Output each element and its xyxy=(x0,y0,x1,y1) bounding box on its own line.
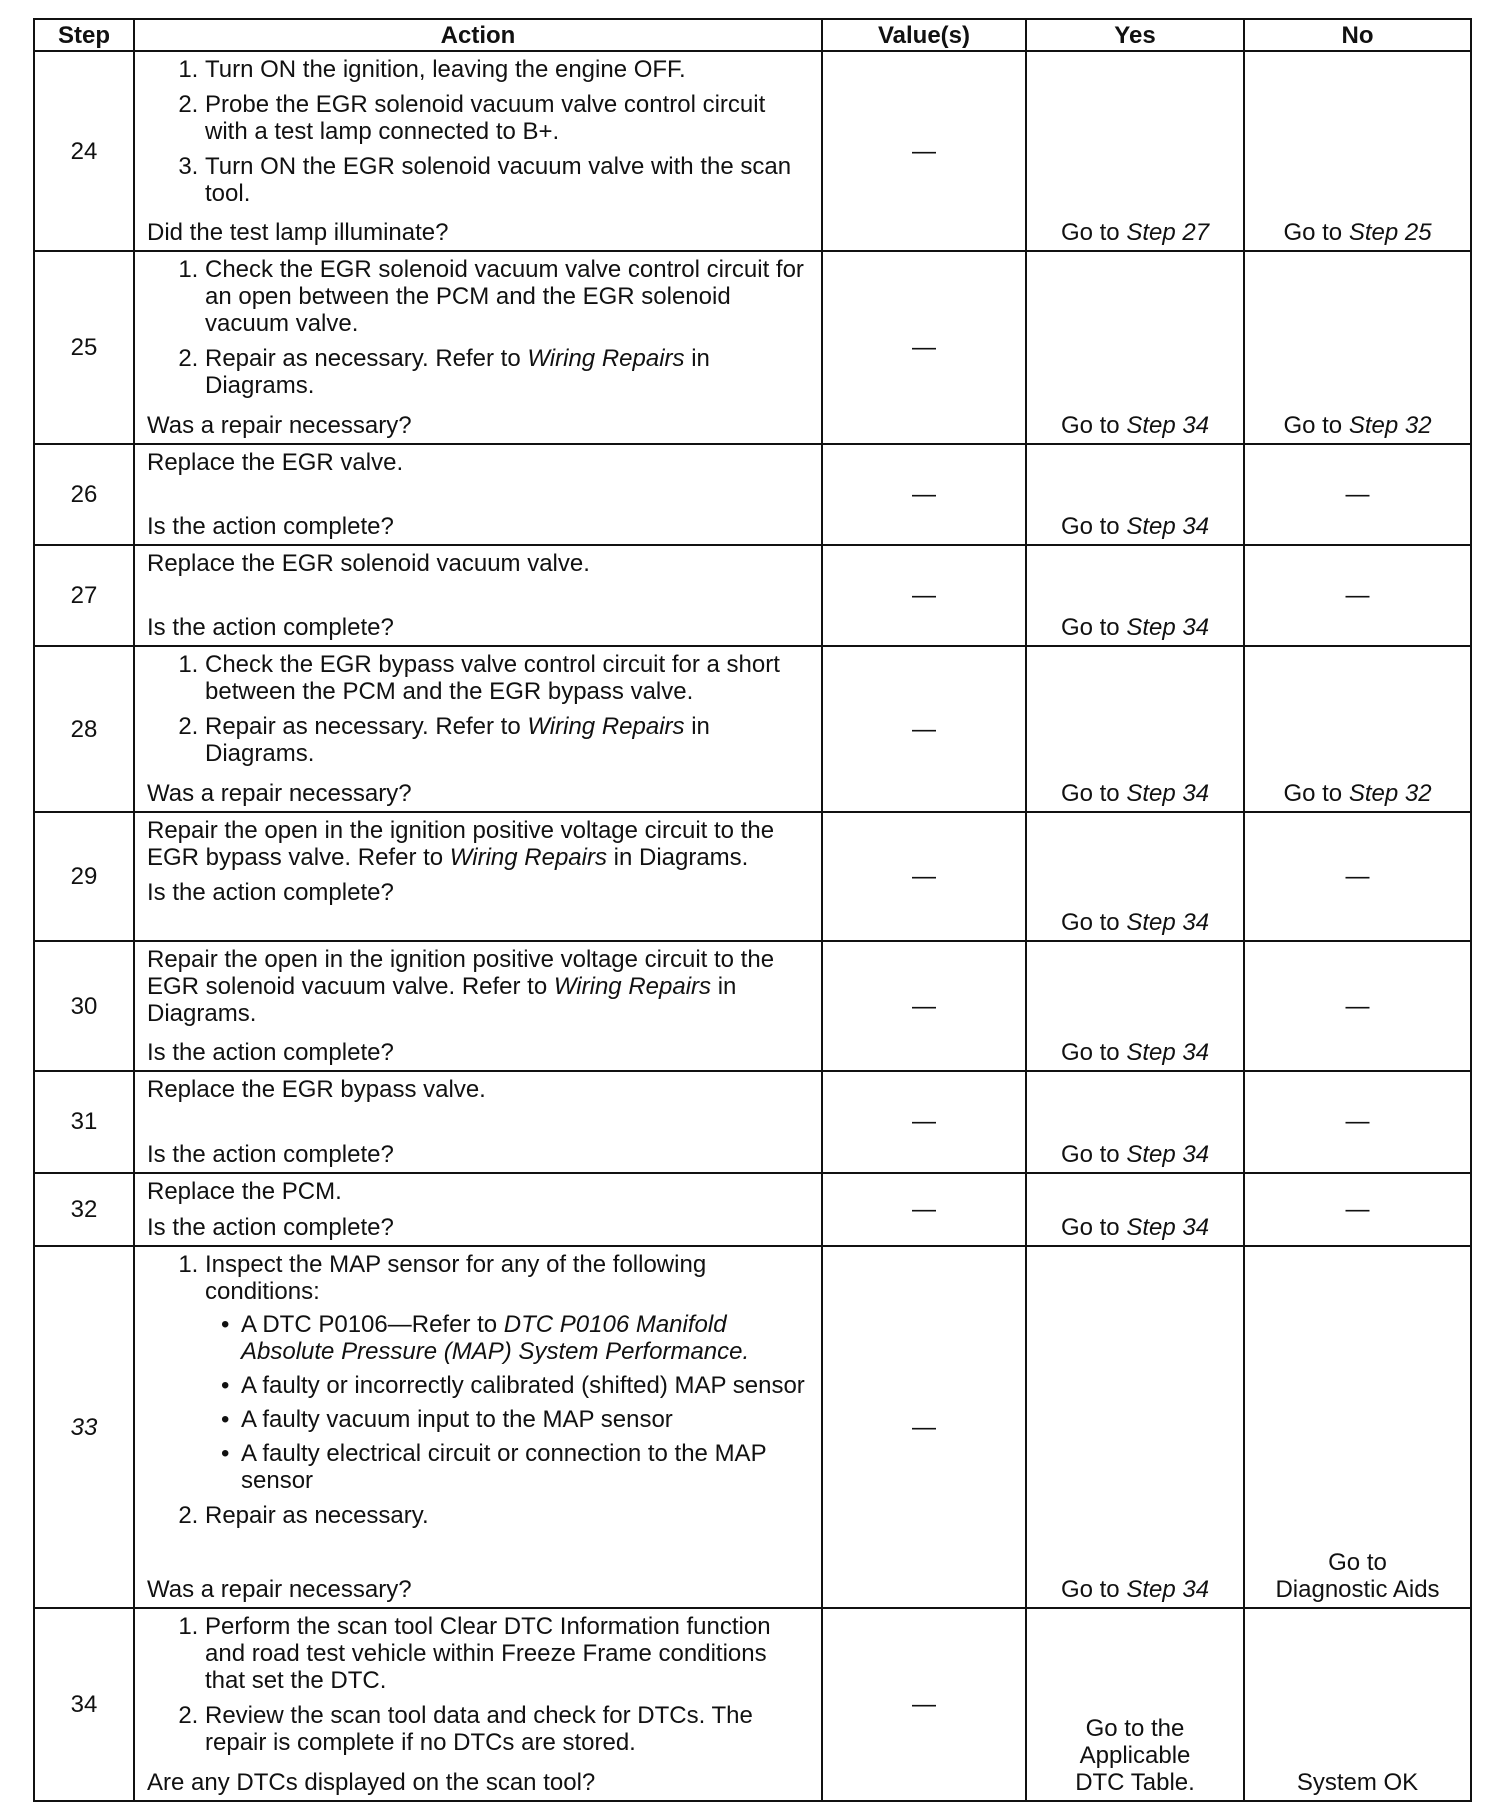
action-cell xyxy=(134,51,822,251)
action-question: Did the test lamp illuminate? xyxy=(147,219,449,247)
action-step: 1. Check the EGR bypass valve control circuit for a short between the PCM and the EGR bypass valve. xyxy=(205,651,809,705)
table-row xyxy=(34,1071,1471,1172)
action-step: 3. Turn ON the EGR solenoid vacuum valve with the scan tool. xyxy=(205,153,809,207)
yes-line: Applicable xyxy=(1079,1742,1191,1769)
action-text: Replace the PCM. xyxy=(147,1177,342,1205)
step-number: 30 xyxy=(34,941,134,1071)
action-cell xyxy=(134,251,822,443)
value-cell: — xyxy=(822,1173,1026,1246)
action-text: Repair the open in the ignition positive voltage circuit to the EGR solenoid vacuum valve. Refer to Wiring Repairs in Diagrams. xyxy=(147,945,775,1027)
action-question: Are any DTCs displayed on the scan tool? xyxy=(147,1769,596,1796)
action-step: 1. Check the EGR solenoid vacuum valve control circuit for an open between the PCM and the EGR solenoid vacuum valve. xyxy=(205,256,809,337)
action-question: Was a repair necessary? xyxy=(147,411,412,439)
action-cell xyxy=(134,1173,822,1246)
no-cell: — xyxy=(1244,941,1471,1071)
yes-cell xyxy=(1026,1608,1244,1801)
action-step: 2. Probe the EGR solenoid vacuum valve control circuit with a test lamp connected to B+. xyxy=(205,91,809,145)
no-cell: — xyxy=(1244,545,1471,646)
goto-text: Go to xyxy=(1283,219,1349,247)
action-question: Is the action complete? xyxy=(147,1213,394,1241)
action-step: 2. Review the scan tool data and check for DTCs. The repair is complete if no DTCs are stored. xyxy=(205,1702,809,1756)
yes-line: DTC Table. xyxy=(1075,1769,1195,1796)
yes-cell: Go to Step 34 xyxy=(1026,444,1244,545)
no-cell xyxy=(1244,51,1471,251)
action-cell xyxy=(134,1246,822,1609)
step-number: 34 xyxy=(34,1608,134,1801)
no-cell: — xyxy=(1244,1071,1471,1172)
no-cell: Go to Step 32 xyxy=(1244,251,1471,443)
value-cell: — xyxy=(822,646,1026,811)
action-question: Was a repair necessary? xyxy=(147,779,412,807)
value-cell: — xyxy=(822,251,1026,443)
action-step: 1. Inspect the MAP sensor for any of the following conditions: • A DTC P0106—Refer to DTC P0106 Manifold Absolute Pressure (MAP) System Performance. • A faulty or incorrectly calibrated (shifted) MAP sensor • A faulty vacuum input to the MAP sensor • A faulty electrical circuit or connection to the MAP sensor xyxy=(205,1251,809,1494)
action-cell xyxy=(134,444,822,545)
no-line: Go to xyxy=(1328,1549,1387,1577)
action-cell xyxy=(134,1071,822,1172)
yes-cell: Go to Step 34 xyxy=(1026,545,1244,646)
yes-line: Go to the xyxy=(1085,1715,1185,1742)
yes-cell: Go to Step 34 xyxy=(1026,941,1244,1071)
no-cell: Go to Step 32 xyxy=(1244,646,1471,811)
no-cell: System OK xyxy=(1244,1608,1471,1801)
action-cell xyxy=(134,545,822,646)
yes-cell: Go to Step 34 xyxy=(1026,646,1244,811)
table-row xyxy=(34,941,1471,1071)
value-cell: — xyxy=(822,1246,1026,1609)
no-cell: — xyxy=(1244,444,1471,545)
step-number: 26 xyxy=(34,444,134,545)
header-step: Step xyxy=(34,19,134,51)
header-no: No xyxy=(1244,19,1471,51)
step-number: 25 xyxy=(34,251,134,443)
table-row xyxy=(34,251,1471,443)
step-ref: Step 27 xyxy=(1126,219,1210,247)
action-step: 1. Turn ON the ignition, leaving the engine OFF. xyxy=(205,56,809,83)
action-text: Repair the open in the ignition positive voltage circuit to the EGR bypass valve. Refer to Wiring Repairs in Diagrams. xyxy=(147,816,775,871)
table-row xyxy=(34,812,1471,941)
action-question: Was a repair necessary? xyxy=(147,1576,412,1604)
table-row xyxy=(34,1246,1471,1609)
step-number: 32 xyxy=(34,1173,134,1246)
condition-item: • A DTC P0106—Refer to DTC P0106 Manifold Absolute Pressure (MAP) System Performance. xyxy=(241,1311,809,1365)
header-values: Value(s) xyxy=(822,19,1026,51)
value-cell: — xyxy=(822,1608,1026,1801)
yes-cell: Go to Step 34 xyxy=(1026,1246,1244,1609)
value-cell: — xyxy=(822,812,1026,941)
step-number: 33 xyxy=(34,1246,134,1609)
header-row xyxy=(34,19,1471,51)
action-text: Replace the EGR bypass valve. xyxy=(147,1076,486,1104)
table-row xyxy=(34,1608,1471,1801)
yes-cell: Go to Step 34 xyxy=(1026,1071,1244,1172)
no-cell xyxy=(1244,1246,1471,1609)
action-cell xyxy=(134,812,822,941)
action-text: Replace the EGR valve. xyxy=(147,448,404,476)
value-cell: — xyxy=(822,545,1026,646)
condition-item: • A faulty electrical circuit or connection to the MAP sensor xyxy=(241,1440,809,1494)
table-row xyxy=(34,646,1471,811)
table-row xyxy=(34,545,1471,646)
action-cell xyxy=(134,1608,822,1801)
condition-item: • A faulty or incorrectly calibrated (shifted) MAP sensor xyxy=(241,1372,809,1399)
diagnostic-table xyxy=(33,18,1472,1802)
condition-item: • A faulty vacuum input to the MAP sensor xyxy=(241,1406,809,1433)
action-step: 2. Repair as necessary. Refer to Wiring Repairs in Diagrams. xyxy=(205,713,809,767)
table-row xyxy=(34,1173,1471,1246)
no-line: Diagnostic Aids xyxy=(1275,1576,1440,1604)
step-number: 27 xyxy=(34,545,134,646)
yes-cell xyxy=(1026,51,1244,251)
table-row xyxy=(34,444,1471,545)
step-number: 29 xyxy=(34,812,134,941)
action-question: Is the action complete? xyxy=(147,614,394,642)
action-question: Is the action complete? xyxy=(147,1039,394,1067)
table-row xyxy=(34,51,1471,251)
header-action: Action xyxy=(134,19,822,51)
goto-text: Go to xyxy=(1060,219,1127,247)
action-step: 2. Repair as necessary. Refer to Wiring Repairs in Diagrams. xyxy=(205,345,809,399)
value-cell: — xyxy=(822,51,1026,251)
action-text: Replace the EGR solenoid vacuum valve. xyxy=(147,550,590,578)
action-cell xyxy=(134,646,822,811)
action-cell xyxy=(134,941,822,1071)
action-question: Is the action complete? xyxy=(147,1140,394,1168)
value-cell: — xyxy=(822,1071,1026,1172)
step-number: 31 xyxy=(34,1071,134,1172)
action-question: Is the action complete? xyxy=(147,513,394,541)
yes-cell: Go to Step 34 xyxy=(1026,1173,1244,1246)
no-cell: — xyxy=(1244,812,1471,941)
header-yes: Yes xyxy=(1026,19,1244,51)
value-cell: — xyxy=(822,444,1026,545)
action-step: 2. Repair as necessary. xyxy=(205,1502,809,1529)
yes-cell: Go to Step 34 xyxy=(1026,251,1244,443)
step-number: 24 xyxy=(34,51,134,251)
step-ref: Step 25 xyxy=(1348,219,1432,247)
yes-cell: Go to Step 34 xyxy=(1026,812,1244,941)
action-step: 1. Perform the scan tool Clear DTC Information function and road test vehicle within Freeze Frame conditions that set the DTC. xyxy=(205,1613,809,1694)
step-number: 28 xyxy=(34,646,134,811)
action-question: Is the action complete? xyxy=(147,878,394,906)
value-cell: — xyxy=(822,941,1026,1071)
no-cell: — xyxy=(1244,1173,1471,1246)
